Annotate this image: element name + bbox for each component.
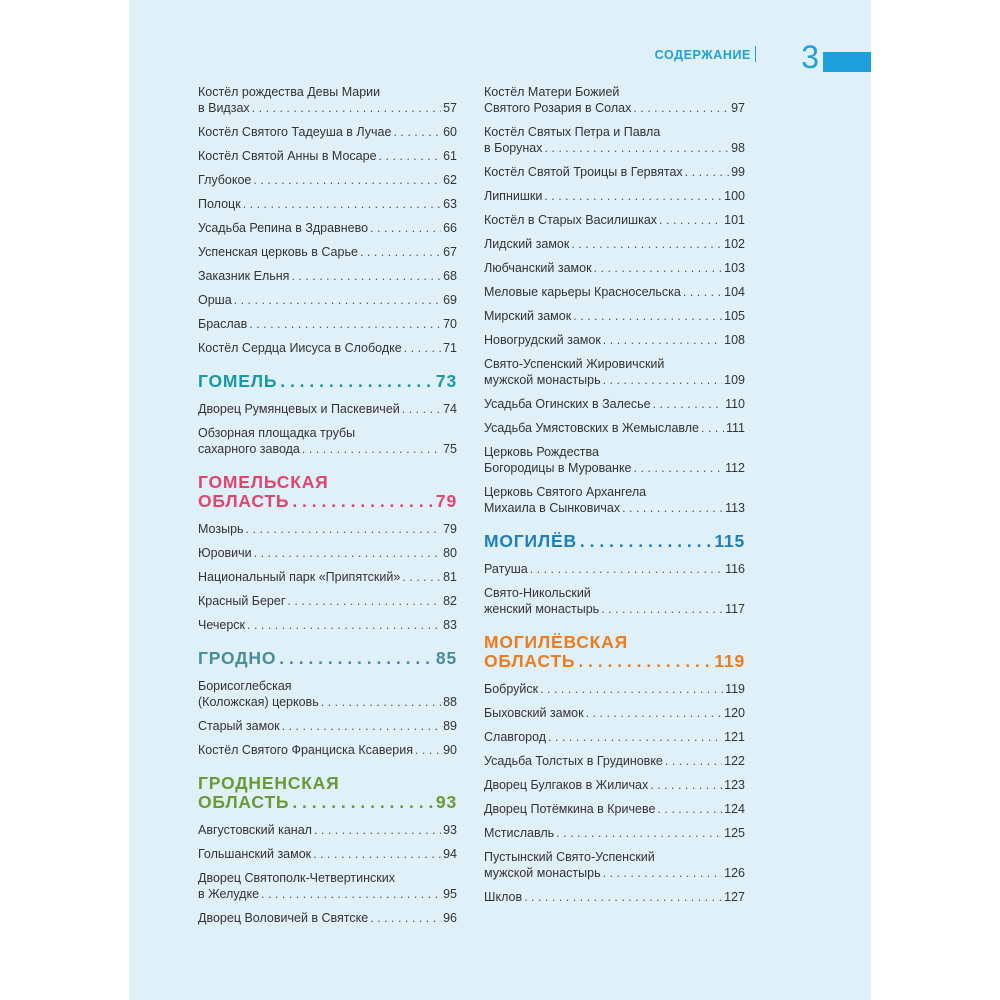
entry-page-number: 112 [725,461,745,475]
toc-left-column [198,84,457,934]
toc-entry [198,425,457,457]
entry-page-number: 122 [724,754,745,768]
toc-entry [484,585,745,617]
entry-title: Шклов [484,890,523,904]
toc-entry [198,910,457,926]
toc-entry [198,316,457,332]
dot-leader [556,825,722,841]
entry-page-number: 82 [443,594,457,608]
dot-leader [540,681,723,697]
entry-title: Заказник Ельня [198,269,290,283]
toc-section-heading [484,532,745,551]
section-title: ОБЛАСТЬ [484,651,576,671]
entry-page-number: 102 [724,237,745,251]
toc-entry [484,561,745,577]
dot-leader [586,705,723,721]
section-page-number: 79 [435,491,457,511]
entry-title: Усадьба Огинских в Залесье [484,397,651,411]
dot-leader [292,492,433,511]
entry-title: в Видзах [198,101,250,115]
dot-leader [544,188,722,204]
entry-page-number: 103 [724,261,745,275]
entry-title: Святого Розария в Солах [484,101,632,115]
entry-title: Мозырь [198,522,244,536]
entry-page-number: 80 [443,546,457,560]
dot-leader [379,148,442,164]
entry-title: Бобруйск [484,682,539,696]
dot-leader [280,372,433,391]
entry-title: Костёл Святой Анны в Мосаре [198,149,377,163]
header-separator [755,46,757,62]
entry-title-line: Церковь Святого Архангела [484,485,647,499]
dot-leader [653,396,723,412]
toc-entry [484,705,745,721]
dot-leader [603,372,723,388]
entry-page-number: 123 [724,778,745,792]
entry-page-number: 57 [443,101,457,115]
dot-leader [249,316,441,332]
entry-title: Дворец Потёмкина в Кричеве [484,802,656,816]
dot-leader [360,244,441,260]
section-title-line: ГРОДНЕНСКАЯ [198,773,340,793]
entry-title-line: Пустынский Свято-Успенский [484,850,655,864]
entry-page-number: 79 [443,522,457,536]
entry-title: Костёл Святого Тадеуша в Лучае [198,125,392,139]
entry-page-number: 69 [443,293,457,307]
entry-page-number: 113 [725,501,745,515]
toc-section-heading [198,372,457,391]
toc-entry [484,396,745,412]
entry-page-number: 81 [443,570,457,584]
dot-leader [659,212,722,228]
toc-entry [198,678,457,710]
toc-entry [198,124,457,140]
section-title-line: МОГИЛЁВСКАЯ [484,632,628,652]
toc-entry [198,401,457,417]
entry-page-number: 119 [725,682,745,696]
entry-title: Дворец Воловичей в Святске [198,911,369,925]
page-number: 3 [801,39,819,75]
toc-entry [484,260,745,276]
dot-leader [313,846,441,862]
entry-title-line: Церковь Рождества [484,445,599,459]
dot-leader [370,220,441,236]
toc-entry [484,420,745,436]
dot-leader [252,100,441,116]
toc-entry [484,164,745,180]
dot-leader [530,561,723,577]
entry-page-number: 121 [724,730,745,744]
dot-leader [657,801,722,817]
dot-leader [292,793,433,812]
entry-page-number: 74 [443,402,457,416]
dot-leader [622,500,723,516]
toc-entry [198,521,457,537]
dot-leader [524,889,722,905]
dot-leader [246,521,442,537]
dot-leader [544,140,729,156]
entry-title: женский монастырь [484,602,600,616]
entry-title-line: Свято-Успенский Жировичский [484,357,665,371]
entry-page-number: 98 [731,141,745,155]
toc-section-heading [198,774,457,812]
section-title: ГРОДНО [198,648,277,668]
toc-entry [198,870,457,902]
toc-entry [198,84,457,116]
toc-entry [198,822,457,838]
dot-leader [548,729,722,745]
dot-leader [302,441,441,457]
toc-entry [198,718,457,734]
toc-entry [484,484,745,516]
entry-page-number: 110 [725,397,745,411]
entry-title: Мстиславль [484,826,555,840]
entry-page-number: 125 [724,826,745,840]
toc-entry [198,172,457,188]
dot-leader [370,910,441,926]
dot-leader [314,822,441,838]
entry-title: Ратуша [484,562,528,576]
toc-entry [484,753,745,769]
entry-page-number: 61 [443,149,457,163]
toc-entry [198,569,457,585]
dot-leader [291,268,441,284]
entry-title: (Коложская) церковь [198,695,319,709]
dot-leader [415,742,441,758]
toc-entry [484,84,745,116]
entry-page-number: 67 [443,245,457,259]
dot-leader [282,718,441,734]
dot-leader [683,284,722,300]
section-title: ГОМЕЛЬ [198,371,278,391]
entry-title: Усадьба Толстых в Грудиновке [484,754,663,768]
toc-entry [484,889,745,905]
entry-page-number: 90 [443,743,457,757]
entry-page-number: 93 [443,823,457,837]
entry-title: Чечерск [198,618,246,632]
toc-entry [198,292,457,308]
dot-leader [578,652,711,671]
entry-page-number: 95 [443,887,457,901]
entry-title: Дворец Булгаков в Жиличах [484,778,649,792]
toc-entry [198,196,457,212]
toc-entry [198,846,457,862]
entry-title: Браслав [198,317,248,331]
entry-title: Славгород [484,730,547,744]
entry-title: Усадьба Умястовских в Жемыславле [484,421,699,435]
entry-page-number: 117 [725,602,745,616]
entry-title-line: Свято-Никольский [484,586,591,600]
toc-entry [198,220,457,236]
toc-entry [198,268,457,284]
toc-entry [484,212,745,228]
entry-page-number: 99 [731,165,745,179]
entry-page-number: 104 [724,285,745,299]
dot-leader [650,777,722,793]
toc-section-heading [198,473,457,511]
dot-leader [287,593,441,609]
dot-leader [321,694,441,710]
entry-title: Глубокое [198,173,252,187]
toc-entry [484,849,745,881]
dot-leader [279,649,433,668]
toc-entry [484,356,745,388]
dot-leader [404,340,441,356]
dot-leader [402,401,441,417]
dot-leader [243,196,441,212]
entry-title: мужской монастырь [484,866,601,880]
toc-entry [198,545,457,561]
dot-leader [603,332,722,348]
entry-page-number: 94 [443,847,457,861]
entry-title: Лидский замок [484,237,570,251]
entry-page-number: 120 [724,706,745,720]
entry-page-number: 89 [443,719,457,733]
dot-leader [633,100,729,116]
entry-page-number: 60 [443,125,457,139]
entry-page-number: 127 [724,890,745,904]
header-label: СОДЕРЖАНИЕ [654,48,751,62]
entry-page-number: 66 [443,221,457,235]
page-tab-marker [823,52,871,72]
section-title-line: ГОМЕЛЬСКАЯ [198,472,329,492]
entry-title: Гольшанский замок [198,847,312,861]
section-page-number: 93 [435,792,457,812]
entry-title-line: Обзорная площадка трубы [198,426,356,440]
section-page-number: 115 [714,531,745,551]
entry-page-number: 71 [443,341,457,355]
entry-title: Костёл Святого Франциска Ксаверия [198,743,413,757]
entry-title: Быховский замок [484,706,584,720]
toc-right-column [484,84,745,913]
entry-page-number: 105 [724,309,745,323]
entry-title: Дворец Румянцевых и Паскевичей [198,402,400,416]
dot-leader [571,236,722,252]
entry-page-number: 126 [724,866,745,880]
section-title: МОГИЛЁВ [484,531,577,551]
dot-leader [603,865,723,881]
toc-entry [484,825,745,841]
entry-title: Меловые карьеры Красносельска [484,285,681,299]
entry-page-number: 111 [725,421,745,435]
toc-entry [198,148,457,164]
entry-page-number: 75 [443,442,457,456]
entry-page-number: 101 [724,213,745,227]
entry-page-number: 68 [443,269,457,283]
entry-title: Костёл Святой Троицы в Гервятах [484,165,683,179]
toc-entry [198,617,457,633]
entry-title: Старый замок [198,719,280,733]
toc-entry [484,308,745,324]
entry-title-line: Борисоглебская [198,679,292,693]
toc-entry [484,681,745,697]
dot-leader [261,886,441,902]
toc-entry [484,332,745,348]
toc-section-heading [484,633,745,671]
entry-page-number: 70 [443,317,457,331]
dot-leader [573,308,722,324]
entry-title: Успенская церковь в Сарье [198,245,358,259]
toc-section-heading [198,649,457,668]
dot-leader [234,292,441,308]
entry-title: Богородицы в Мурованке [484,461,632,475]
dot-leader [634,460,724,476]
entry-title-line: Дворец Святополк-Четвертинских [198,871,395,885]
toc-entry [198,244,457,260]
entry-title: сахарного завода [198,442,300,456]
dot-leader [580,532,711,551]
section-page-number: 119 [714,651,745,671]
toc-entry [484,777,745,793]
toc-entry [198,340,457,356]
section-title: ОБЛАСТЬ [198,491,290,511]
entry-title: в Желудке [198,887,260,901]
entry-page-number: 83 [443,618,457,632]
section-title: ОБЛАСТЬ [198,792,290,812]
entry-page-number: 116 [725,562,745,576]
entry-title: Мирский замок [484,309,572,323]
document-page [129,0,871,1000]
entry-page-number: 96 [443,911,457,925]
entry-page-number: 108 [724,333,745,347]
entry-page-number: 109 [724,373,745,387]
entry-title: Костёл Сердца Иисуса в Слободке [198,341,402,355]
entry-title: Любчанский замок [484,261,592,275]
toc-entry [484,801,745,817]
dot-leader [247,617,441,633]
entry-title: Национальный парк «Припятский» [198,570,401,584]
entry-title-line: Костёл Матери Божией [484,85,620,99]
entry-title: Юровичи [198,546,252,560]
entry-page-number: 62 [443,173,457,187]
entry-page-number: 100 [724,189,745,203]
entry-title: Красный Берег [198,594,286,608]
entry-title: Михаила в Сынковичах [484,501,621,515]
entry-title: Новогрудский замок [484,333,601,347]
toc-entry [484,284,745,300]
entry-page-number: 88 [443,695,457,709]
dot-leader [685,164,729,180]
entry-page-number: 63 [443,197,457,211]
entry-title-line: Костёл Святых Петра и Павла [484,125,661,139]
entry-title: Липнишки [484,189,543,203]
section-page-number: 73 [435,371,457,391]
entry-title: Августовский канал [198,823,312,837]
toc-entry [484,729,745,745]
entry-title: Полоцк [198,197,241,211]
entry-title: в Борунах [484,141,543,155]
dot-leader [393,124,441,140]
entry-title: Костёл в Старых Василишках [484,213,658,227]
dot-leader [601,601,723,617]
dot-leader [254,545,441,561]
entry-title-line: Костёл рождества Девы Марии [198,85,381,99]
entry-page-number: 97 [731,101,745,115]
toc-entry [484,236,745,252]
toc-entry [484,188,745,204]
section-page-number: 85 [435,648,457,668]
entry-title: мужской монастырь [484,373,601,387]
toc-entry [484,444,745,476]
dot-leader [594,260,723,276]
toc-entry [198,742,457,758]
dot-leader [402,569,441,585]
toc-entry [198,593,457,609]
dot-leader [253,172,441,188]
dot-leader [701,420,724,436]
dot-leader [665,753,722,769]
entry-title: Усадьба Репина в Здравнево [198,221,369,235]
entry-title: Орша [198,293,232,307]
entry-page-number: 124 [724,802,745,816]
toc-entry [484,124,745,156]
